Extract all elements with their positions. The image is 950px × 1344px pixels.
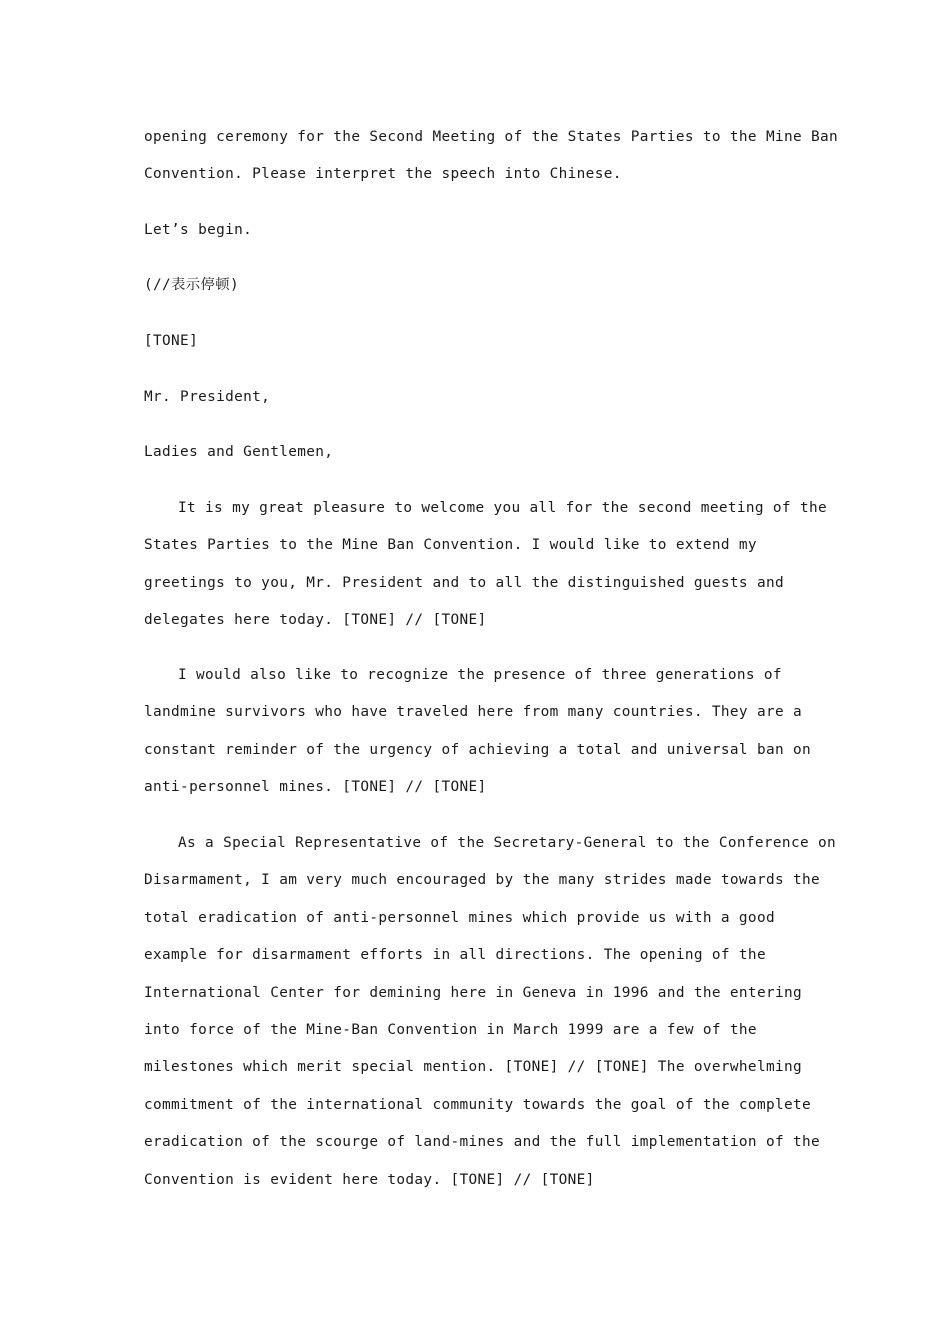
salutation-audience [144, 434, 804, 471]
pause-note: (//表示停顿) [144, 277, 240, 293]
text-line: total eradication of anti-personnel mines which provide us with a good [144, 909, 775, 926]
text-line: delegates here today. [TONE] // [TONE] [144, 612, 487, 629]
text-line: As a Special Representative of the Secretary-General to the Conference on [178, 835, 837, 851]
text-line: example for disarmament efforts in all directions. The opening of the [144, 947, 766, 964]
salutation-text: Ladies and Gentlemen, [144, 444, 334, 460]
text-line: landmine survivors who have traveled here from many countries. They are a [144, 704, 803, 721]
speech-paragraph-welcome [144, 490, 827, 640]
text-line: constant reminder of the urgency of achieving a total and universal ban on [144, 741, 812, 758]
text-line: into force of the Mine-Ban Convention in March 1999 are a few of the [144, 1021, 757, 1038]
text-line: anti-personnel mines. [TONE] // [TONE] [144, 779, 487, 796]
begin-line [144, 212, 804, 249]
text-line: eradication of the scourge of land-mines and the full implementation of the [144, 1134, 821, 1151]
text-line: milestones which merit special mention. [TONE] // [TONE] The overwhelming [144, 1059, 803, 1076]
salutation-text: Mr. President, [144, 389, 271, 405]
pause-note-line [144, 267, 804, 304]
text-line: International Center for demining here in Geneva in 1996 and the entering [144, 984, 803, 1001]
text-line: greetings to you, Mr. President and to all the distinguished guests and [144, 574, 784, 591]
text-line: Convention is evident here today. [TONE] // [TONE] [144, 1171, 595, 1188]
text-line: Disarmament, I am very much encouraged by the many strides made towards the [144, 872, 821, 889]
text-line: States Parties to the Mine Ban Convention. I would like to extend my [144, 537, 757, 554]
text-line: I would also like to recognize the presence of three generations of [178, 667, 782, 683]
speech-paragraph-disarmament [144, 825, 837, 1199]
text-line: opening ceremony for the Second Meeting of the States Parties to the Mine Ban [144, 129, 839, 145]
speech-paragraph-survivors [144, 657, 812, 807]
tone-marker-line [144, 323, 804, 360]
text-line: It is my great pleasure to welcome you all for the second meeting of the [178, 500, 827, 516]
text-line: commitment of the international community towards the goal of the complete [144, 1096, 812, 1113]
text-line: Convention. Please interpret the speech into Chinese. [144, 166, 622, 183]
intro-paragraph [144, 119, 839, 194]
tone-marker: [TONE] [144, 333, 199, 349]
begin-text: Let’s begin. [144, 222, 253, 238]
salutation-president [144, 379, 804, 416]
